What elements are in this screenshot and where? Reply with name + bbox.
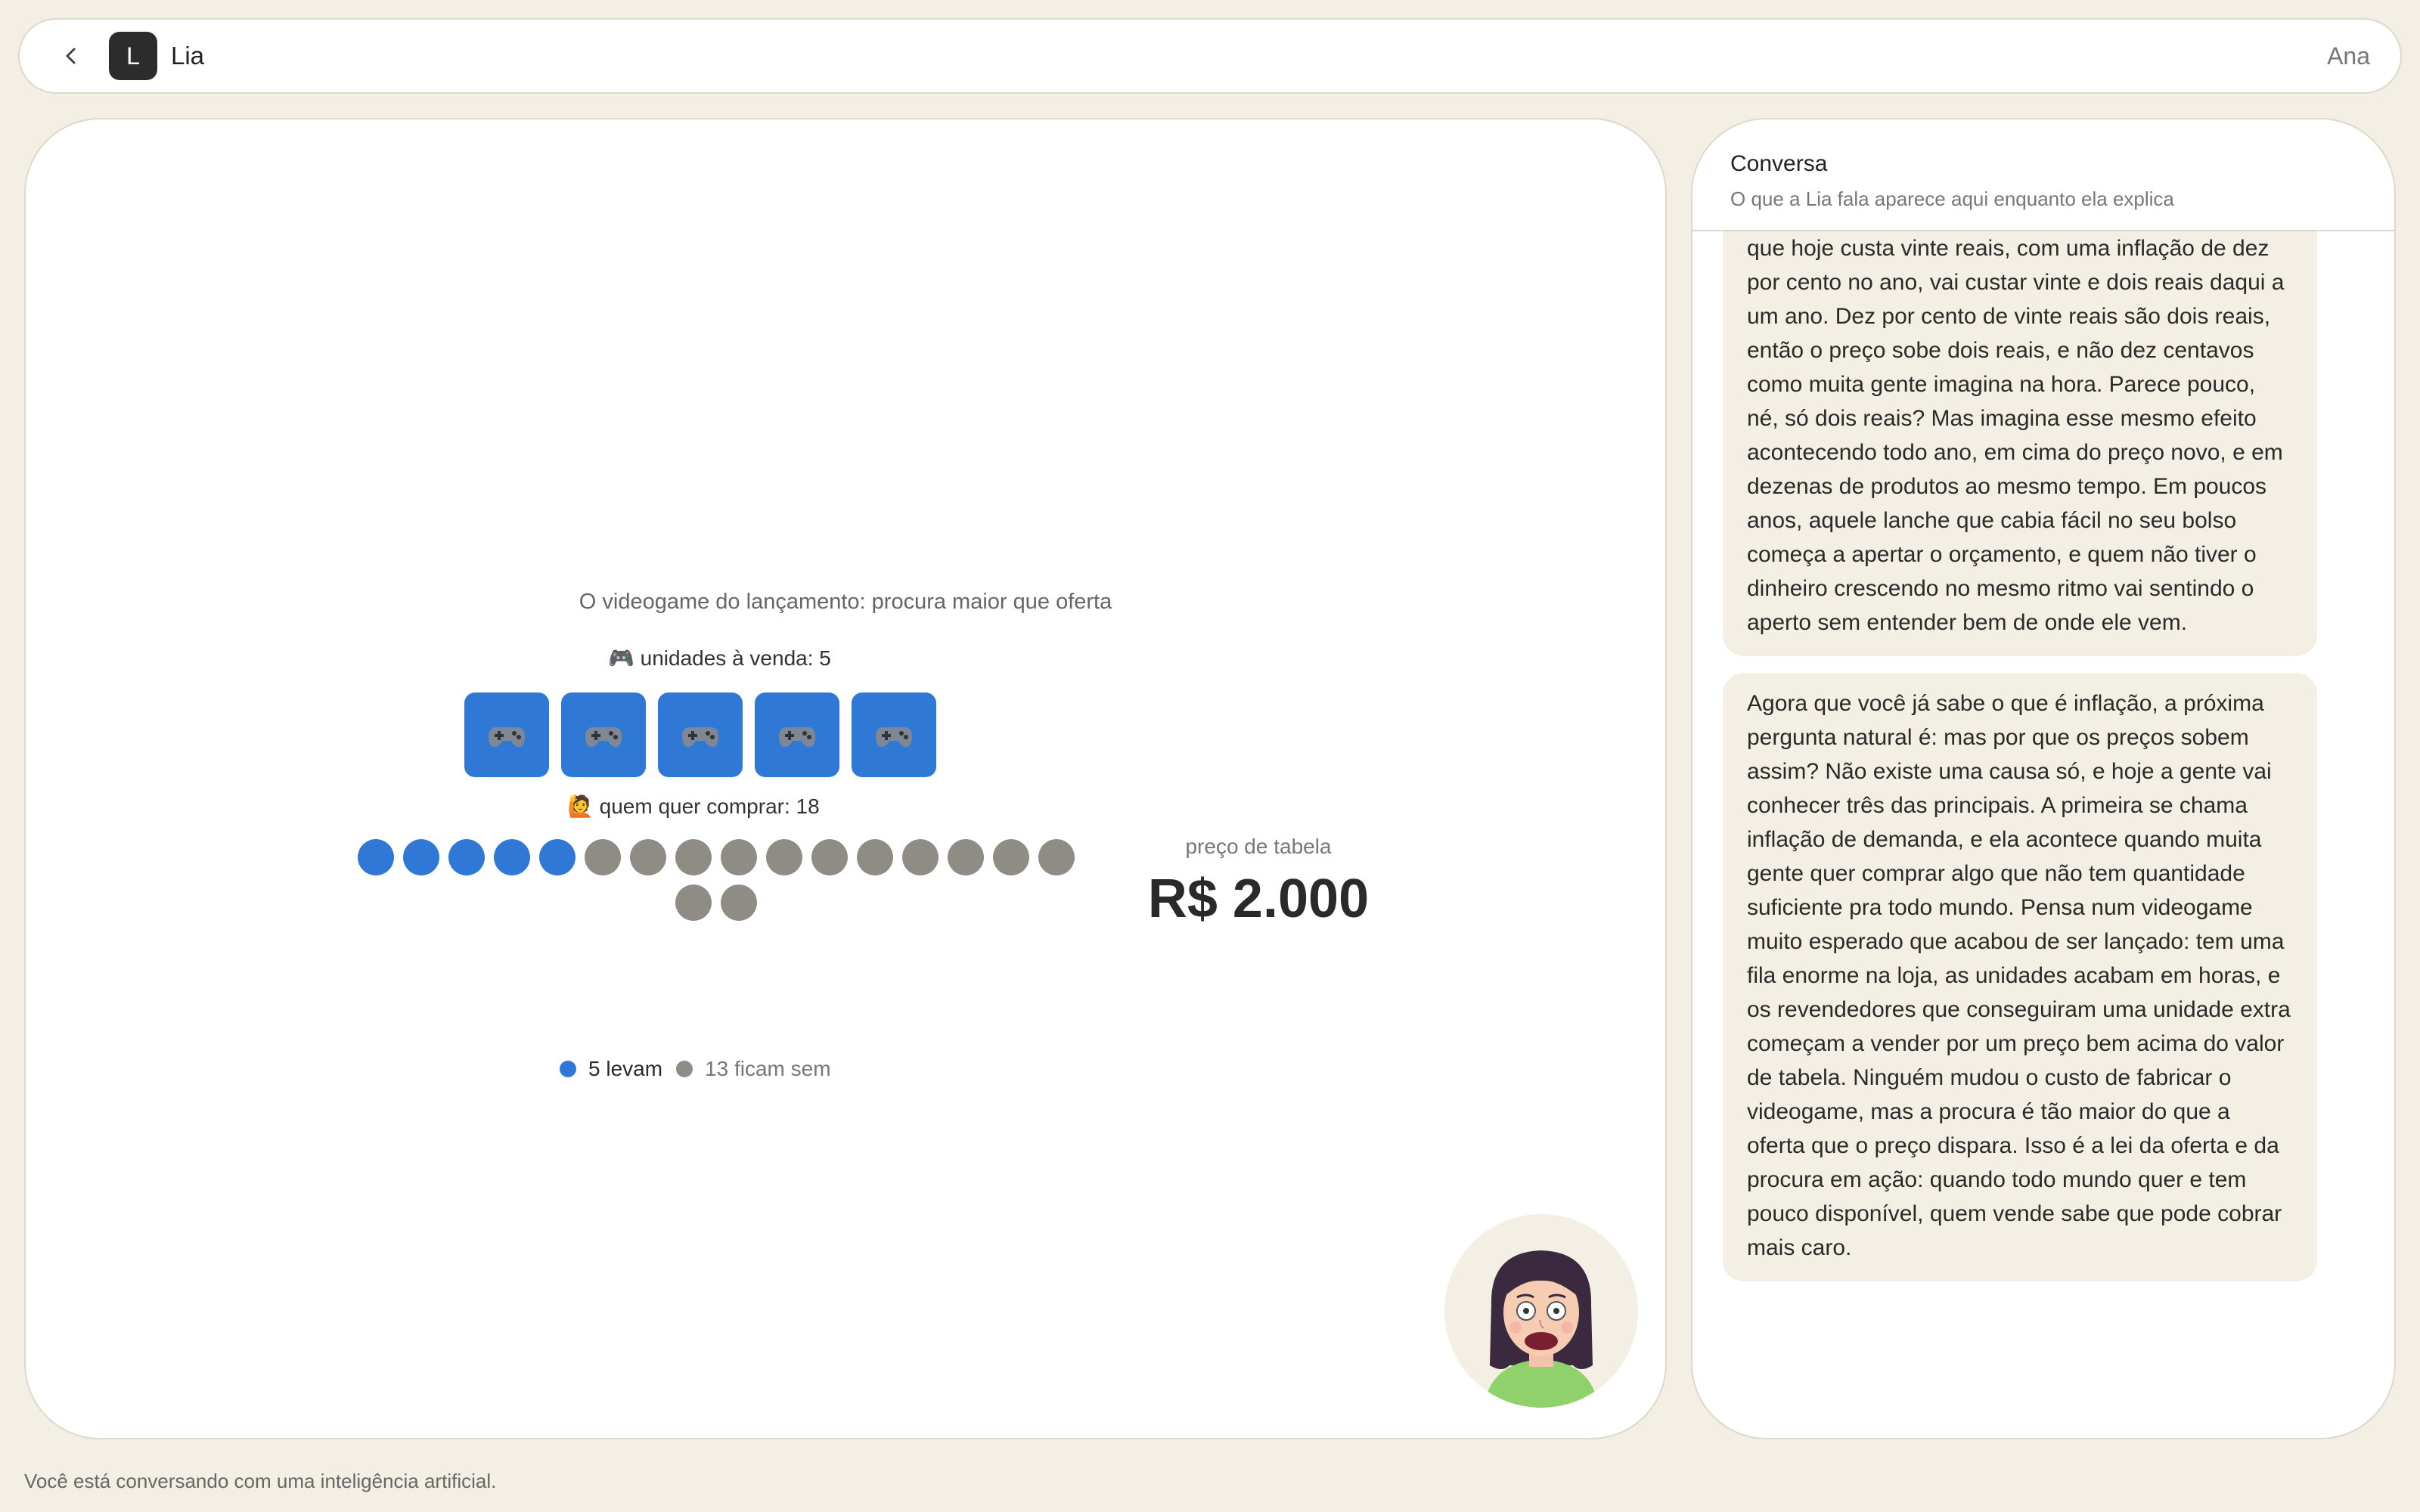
unit-tile (464, 692, 549, 777)
buyer-served-dot (358, 839, 394, 875)
lesson-stage (24, 118, 1667, 1439)
unit-tile (658, 692, 743, 777)
gamepad-icon (776, 714, 818, 756)
buyers-label: 🙋 quem quer comprar: 18 (567, 795, 820, 818)
buyer-unserved-dot (1038, 839, 1075, 875)
buyer-unserved-dot (675, 839, 712, 875)
unit-tile (755, 692, 839, 777)
buyer-unserved-dot (811, 839, 848, 875)
buyer-unserved-dot (721, 839, 757, 875)
legend-unserved-label: 13 ficam sem (705, 1057, 831, 1080)
chat-title: Conversa (1730, 151, 1828, 176)
legend-unserved-swatch (676, 1061, 693, 1077)
buyer-served-dot (539, 839, 576, 875)
buyer-served-dot (448, 839, 485, 875)
back-button[interactable] (50, 35, 92, 77)
chat-panel (1691, 118, 2396, 1439)
gamepad-icon (486, 714, 528, 756)
price-label: preço de tabela (1185, 835, 1332, 858)
tutor-avatar (1444, 1214, 1638, 1408)
price-value: R$ 2.000 (1147, 869, 1370, 929)
units-tiles (464, 692, 936, 777)
chevron-left-icon (60, 45, 82, 67)
legend-served-swatch (560, 1061, 576, 1077)
buyer-unserved-dot (948, 839, 984, 875)
units-for-sale-label: 🎮 unidades à venda: 5 (608, 646, 831, 670)
ai-disclaimer: Você está conversando com uma inteligência artificial. (24, 1470, 497, 1492)
gamepad-icon (873, 714, 915, 756)
user-name[interactable]: Ana (2327, 42, 2370, 70)
unit-tile (561, 692, 646, 777)
buyers-legend (560, 1057, 831, 1081)
chat-header (1692, 119, 2394, 231)
buyer-served-dot (494, 839, 530, 875)
legend-served-label: 5 levam (588, 1057, 663, 1080)
buyer-served-dot (403, 839, 439, 875)
top-bar (18, 18, 2402, 94)
chat-messages[interactable] (1723, 231, 2317, 1281)
buyer-unserved-dot (630, 839, 666, 875)
buyer-unserved-dot (585, 839, 621, 875)
app-name: Lia (171, 42, 205, 70)
buyer-unserved-dot (721, 885, 757, 921)
buyers-dots (342, 839, 1091, 921)
chat-message: que hoje custa vinte reais, com uma inflação de dez por cento no ano, vai custar vinte e dois reais daqui a um ano. Dez por cento de vinte reais são dois reais, então o preço sobe dois reais, e não dez centavos como muita gente imagina na hora. Parece pouco, né, só dois reais? Mas imagina esse mesmo efeito acontecendo todo ano, em cima do preço novo, e em dezenas de produtos ao mesmo tempo. Em poucos anos, aquele lanche que cabia fácil no seu bolso começa a apertar o orçamento, e quem não tiver o dinheiro crescendo no mesmo ritmo vai sentindo o aperto sem entender bem de onde ele vem. (1723, 231, 2317, 656)
gamepad-icon (582, 714, 625, 756)
visualization-title: O videogame do lançamento: procura maior que oferta (579, 590, 1112, 614)
buyer-unserved-dot (857, 839, 893, 875)
buyer-unserved-dot (902, 839, 939, 875)
chat-message: Agora que você já sabe o que é inflação, a próxima pergunta natural é: mas por que os preços sobem assim? Não existe uma causa só, e hoje a gente vai conhecer três das principais. A primeira se chama inflação de demanda, e ela acontece quando muita gente quer comprar algo que não tem quantidade suficiente pra todo mundo. Pensa num videogame muito esperado que acabou de ser lançado: tem uma fila enorme na loja, as unidades acabam em horas, e os revendedores que conseguiram uma unidade extra começam a vender por um preço bem acima do valor de tabela. Ninguém mudou o custo de fabricar o videogame, mas a procura é tão maior do que a oferta que o preço dispara. Isso é a lei da oferta e da procura em ação: quando todo mundo quer e tem pouco disponível, quem vende sabe que pode cobrar mais caro. (1723, 673, 2317, 1281)
app-logo: L (109, 32, 157, 80)
buyer-unserved-dot (766, 839, 802, 875)
unit-tile (852, 692, 936, 777)
chat-subtitle: O que a Lia fala aparece aqui enquanto ela explica (1730, 187, 2174, 210)
gamepad-icon (679, 714, 721, 756)
buyer-unserved-dot (993, 839, 1029, 875)
tutor-face-icon (1444, 1214, 1638, 1408)
buyer-unserved-dot (675, 885, 712, 921)
